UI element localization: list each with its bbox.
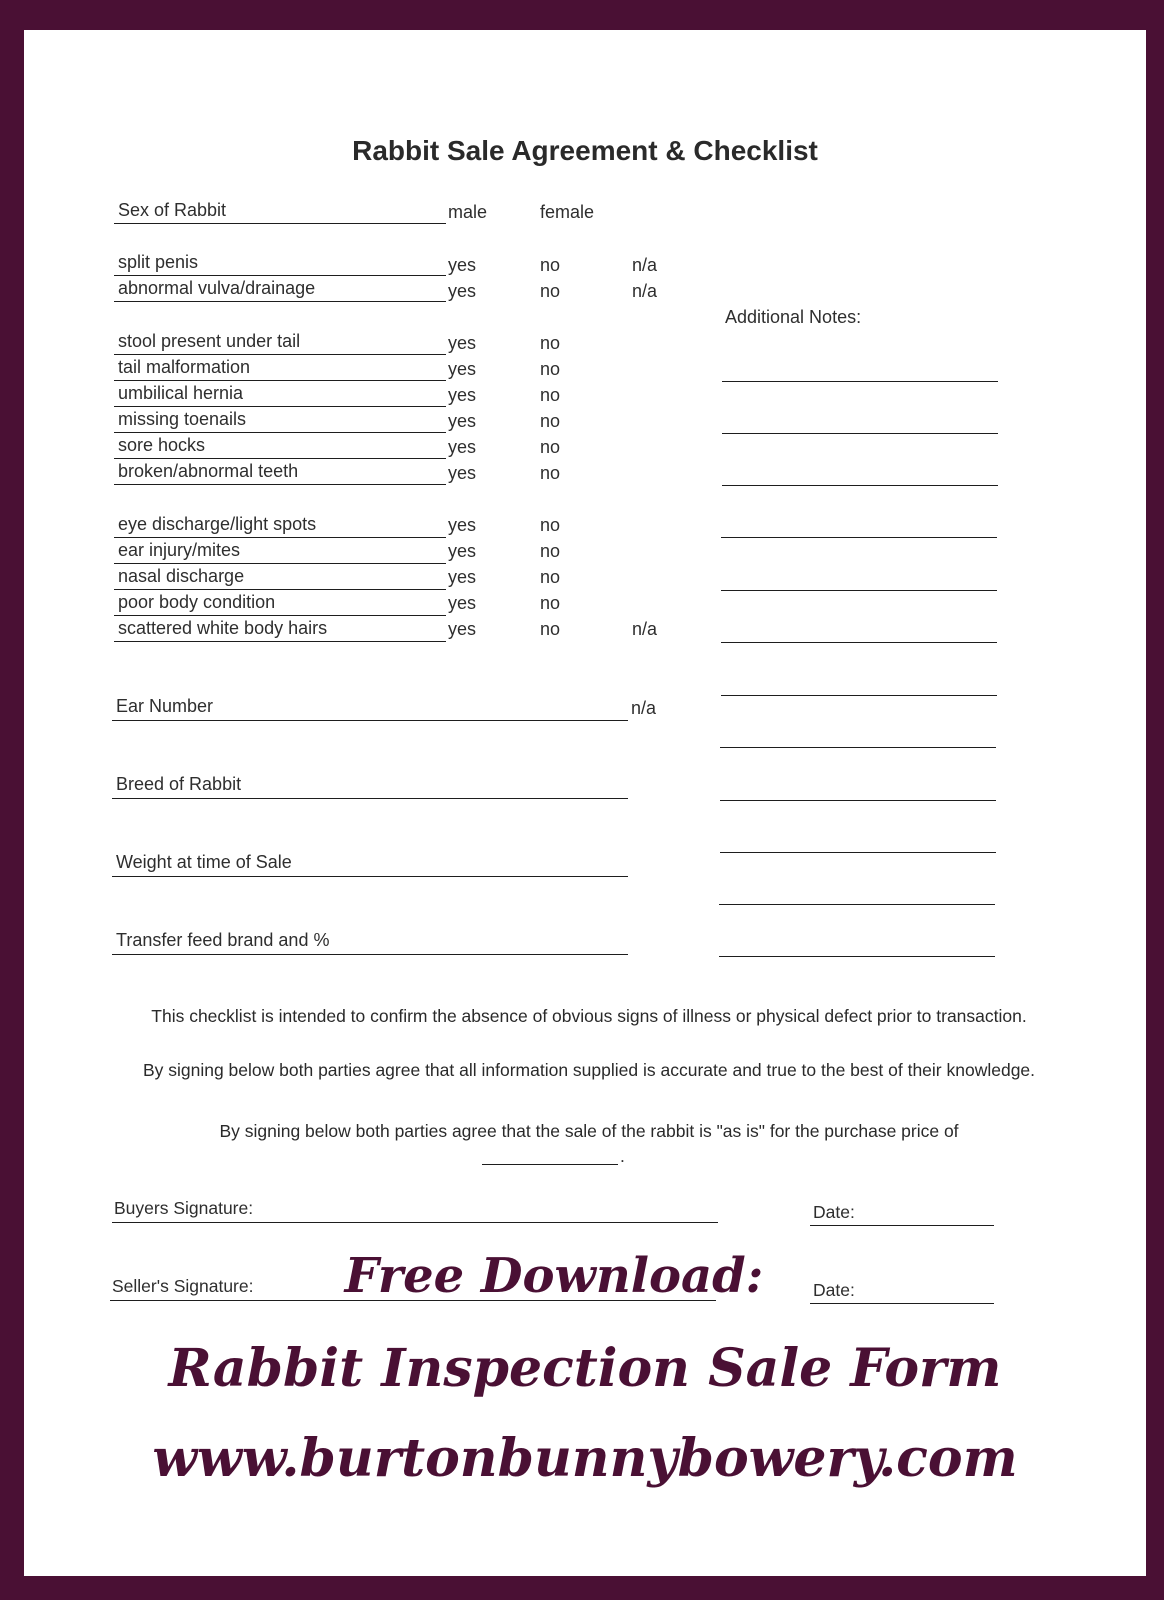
check-label: umbilical hernia [118,383,244,403]
notes-line[interactable] [722,485,998,486]
form-title: Rabbit Sale Agreement & Checklist [352,135,818,166]
check-option-na[interactable]: n/a [632,255,658,275]
weight-line[interactable] [112,876,628,877]
check-option-yes[interactable]: yes [448,541,477,561]
check-option-yes[interactable]: yes [448,255,477,275]
check-line [114,589,446,590]
check-line [114,406,446,407]
feed-label: Transfer feed brand and % [116,930,330,950]
notes-line[interactable] [720,800,996,801]
notes-line[interactable] [722,381,998,382]
check-label: ear injury/mites [118,540,241,560]
notes-line[interactable] [721,695,997,696]
check-option-no[interactable]: no [540,359,561,379]
notes-line[interactable] [721,590,997,591]
check-label: eye discharge/light spots [118,514,317,534]
check-line [114,354,446,355]
check-option-yes[interactable]: yes [448,359,477,379]
watermark-free-download: Free Download: [344,1248,764,1304]
notes-line[interactable] [719,956,995,957]
notes-line[interactable] [722,433,998,434]
sex-label: Sex of Rabbit [118,200,227,220]
check-line [114,537,446,538]
statement-accuracy: By signing below both parties agree that all information supplied is accurate and true to the best of their knowledge. [142,1060,1036,1080]
form-page [24,30,1146,1576]
seller-date-line[interactable] [810,1303,994,1304]
sex-option-female[interactable]: female [540,202,595,222]
watermark-website[interactable]: www.burtonbunnybowery.com [152,1428,1018,1489]
check-option-yes[interactable]: yes [448,463,477,483]
check-label: missing toenails [118,409,247,429]
check-label: stool present under tail [118,331,301,351]
check-line [114,380,446,381]
ear-number-line[interactable] [112,720,628,721]
check-line [114,275,446,276]
notes-line[interactable] [719,904,995,905]
notes-label: Additional Notes: [725,307,862,327]
buyer-signature-label: Buyers Signature: [114,1198,254,1218]
check-line [114,301,446,302]
check-option-na[interactable]: n/a [632,619,658,639]
purchase-price-period: . [620,1146,625,1166]
statement-as-is: By signing below both parties agree that the sale of the rabbit is "as is" for the purchase price of [219,1121,959,1141]
statement-illness: This checklist is intended to confirm the absence of obvious signs of illness or physical defect prior to transaction. [151,1006,1027,1026]
buyer-date-line[interactable] [810,1225,994,1226]
check-label: nasal discharge [118,566,245,586]
check-option-yes[interactable]: yes [448,281,477,301]
check-option-no[interactable]: no [540,541,561,561]
check-label: tail malformation [118,357,251,377]
check-option-no[interactable]: no [540,281,561,301]
check-option-no[interactable]: no [540,333,561,353]
check-line [114,458,446,459]
check-line [114,641,446,642]
check-option-na[interactable]: n/a [632,281,658,301]
check-option-no[interactable]: no [540,463,561,483]
check-option-yes[interactable]: yes [448,593,477,613]
check-option-yes[interactable]: yes [448,437,477,457]
check-line [114,615,446,616]
sex-option-male[interactable]: male [448,202,488,222]
seller-signature-label: Seller's Signature: [112,1276,254,1296]
weight-label: Weight at time of Sale [116,852,292,872]
notes-line[interactable] [720,852,996,853]
check-option-yes[interactable]: yes [448,385,477,405]
sex-line [114,223,446,224]
buyer-signature-line[interactable] [112,1222,718,1223]
check-label: sore hocks [118,435,206,455]
check-option-yes[interactable]: yes [448,515,477,535]
ear-number-label: Ear Number [116,696,214,716]
check-line [114,484,446,485]
check-option-no[interactable]: no [540,411,561,431]
check-label: split penis [118,252,199,272]
check-option-no[interactable]: no [540,593,561,613]
purchase-price-line[interactable] [482,1164,618,1165]
check-option-no[interactable]: no [540,619,561,639]
check-line [114,563,446,564]
check-label: scattered white body hairs [118,618,328,638]
feed-line[interactable] [112,954,628,955]
notes-line[interactable] [720,747,996,748]
check-line [114,432,446,433]
check-option-no[interactable]: no [540,385,561,405]
check-option-no[interactable]: no [540,437,561,457]
check-option-no[interactable]: no [540,255,561,275]
notes-line[interactable] [721,537,997,538]
check-option-yes[interactable]: yes [448,411,477,431]
check-label: broken/abnormal teeth [118,461,299,481]
buyer-date-label: Date: [813,1202,855,1222]
check-option-no[interactable]: no [540,567,561,587]
watermark-form-title: Rabbit Inspection Sale Form [168,1338,1002,1399]
check-label: abnormal vulva/drainage [118,278,316,298]
check-option-no[interactable]: no [540,515,561,535]
ear-number-na-option[interactable]: n/a [631,698,657,718]
check-option-yes[interactable]: yes [448,567,477,587]
breed-line[interactable] [112,798,628,799]
check-option-yes[interactable]: yes [448,619,477,639]
check-label: poor body condition [118,592,276,612]
breed-label: Breed of Rabbit [116,774,242,794]
notes-line[interactable] [721,642,997,643]
check-option-yes[interactable]: yes [448,333,477,353]
seller-date-label: Date: [813,1280,855,1300]
